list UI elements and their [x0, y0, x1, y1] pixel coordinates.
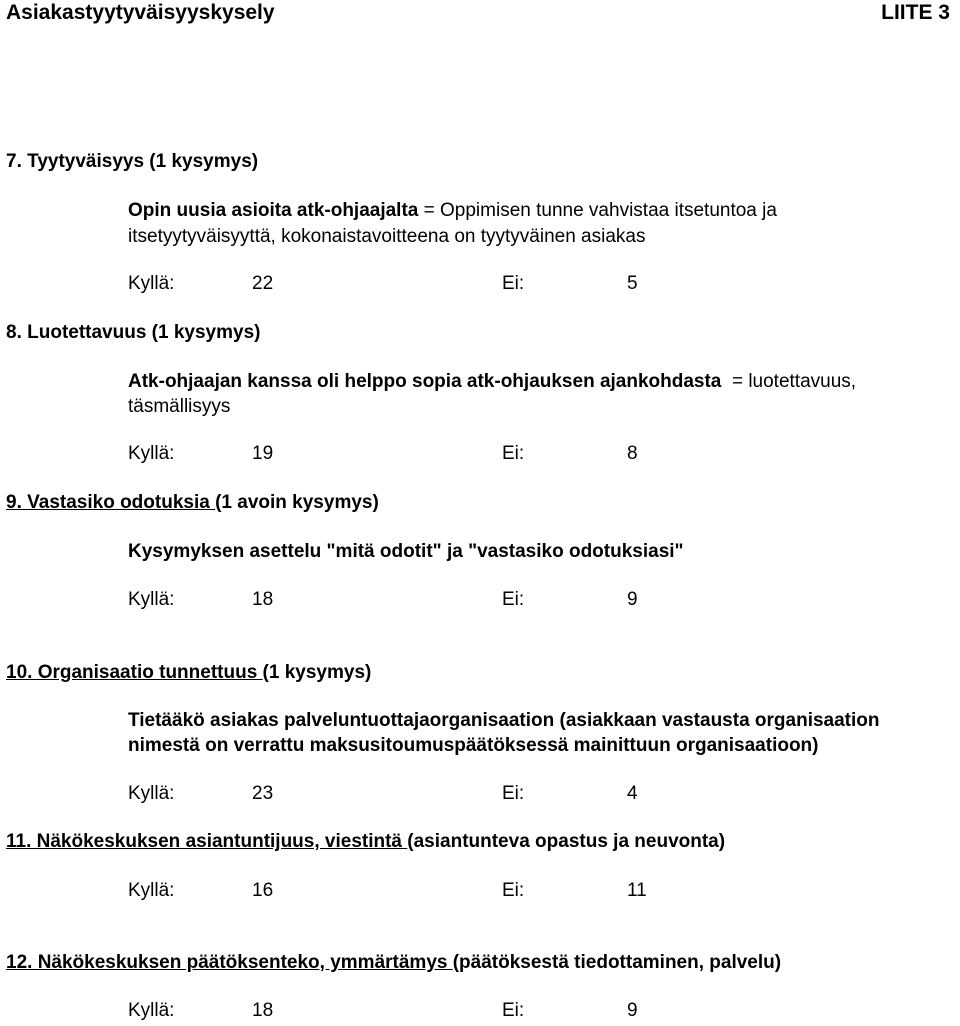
section-7-yes-count: 22 [252, 273, 274, 294]
section-10-question: Tietääkö asiakas palveluntuottajaorganisaation (asiakkaan vastausta organisaation [128, 710, 880, 731]
section-8-title: 8. Luotettavuus (1 kysymys) [6, 322, 261, 343]
appendix-label: LIITE 3 [881, 1, 950, 24]
section-12-title-rest: (päätöksestä tiedottaminen, palvelu) [452, 952, 782, 973]
section-7-no-label: Ei: [502, 273, 525, 294]
section-8-question-line2: täsmällisyys [128, 396, 231, 417]
section-7-yes-label: Kyllä: [128, 273, 175, 294]
section-10-title [6, 662, 371, 684]
section-7-question-bold: Opin uusia asioita atk-ohjaajalta [128, 200, 419, 221]
section-8-yes-count: 19 [252, 443, 274, 464]
section-11-yes-count: 16 [252, 880, 274, 901]
section-12-no-label: Ei: [502, 1000, 525, 1021]
section-12-yes-label: Kyllä: [128, 1000, 175, 1021]
section-10-no-label: Ei: [502, 783, 525, 804]
section-11-no-label: Ei: [502, 880, 525, 901]
section-12-no-count: 9 [627, 1000, 638, 1021]
section-10-yes-count: 23 [252, 783, 274, 804]
section-7-title: 7. Tyytyväisyys (1 kysymys) [6, 151, 259, 172]
section-9-title-underlined: 9. Vastasiko odotuksia [6, 492, 216, 513]
section-12-yes-count: 18 [252, 1000, 274, 1021]
section-7-no-count: 5 [627, 273, 638, 294]
section-8-no-label: Ei: [502, 443, 525, 464]
section-9-question: Kysymyksen asettelu "mitä odotit" ja "vastasiko odotuksiasi" [128, 541, 684, 562]
section-10-yes-label: Kyllä: [128, 783, 175, 804]
section-9-no-label: Ei: [502, 589, 525, 610]
section-10-title-rest: (1 kysymys) [262, 662, 372, 683]
section-9-no-count: 9 [627, 589, 638, 610]
section-9-title [6, 492, 379, 514]
section-9-yes-label: Kyllä: [128, 589, 175, 610]
section-12-title [6, 952, 781, 974]
section-11-title-rest: (asiantunteva opastus ja neuvonta) [407, 831, 726, 852]
section-10-title-underlined: 10. Organisaatio tunnettuus [6, 662, 263, 683]
section-8-question-rest: = luotettavuus, [721, 371, 857, 392]
section-12-title-underlined: 12. Näkökeskuksen päätöksenteko, ymmärtämys [6, 952, 453, 973]
section-8-no-count: 8 [627, 443, 638, 464]
section-7-question-rest: = Oppimisen tunne vahvistaa itsetuntoa ja [418, 200, 777, 221]
section-10-no-count: 4 [627, 783, 638, 804]
document-title: Asiakastyytyväisyyskysely [6, 1, 275, 24]
section-11-title [6, 831, 725, 853]
section-8-yes-label: Kyllä: [128, 443, 175, 464]
section-10-question-line2: nimestä on verrattu maksusitoumuspäätöksessä mainittuun organisaatioon) [128, 735, 819, 756]
section-11-title-underlined: 11. Näkökeskuksen asiantuntijuus, viestintä [6, 831, 408, 852]
section-8-question-bold: Atk-ohjaajan kanssa oli helppo sopia atk-ohjauksen ajankohdasta [128, 371, 722, 392]
section-7-question-line2: itsetyytyväisyyttä, kokonaistavoitteena on tyytyväinen asiakas [128, 226, 646, 247]
section-8-question [128, 371, 856, 393]
section-9-yes-count: 18 [252, 589, 274, 610]
section-7-question [128, 200, 777, 222]
section-9-title-rest: (1 avoin kysymys) [215, 492, 379, 513]
section-11-no-count: 11 [627, 880, 647, 901]
section-11-yes-label: Kyllä: [128, 880, 175, 901]
